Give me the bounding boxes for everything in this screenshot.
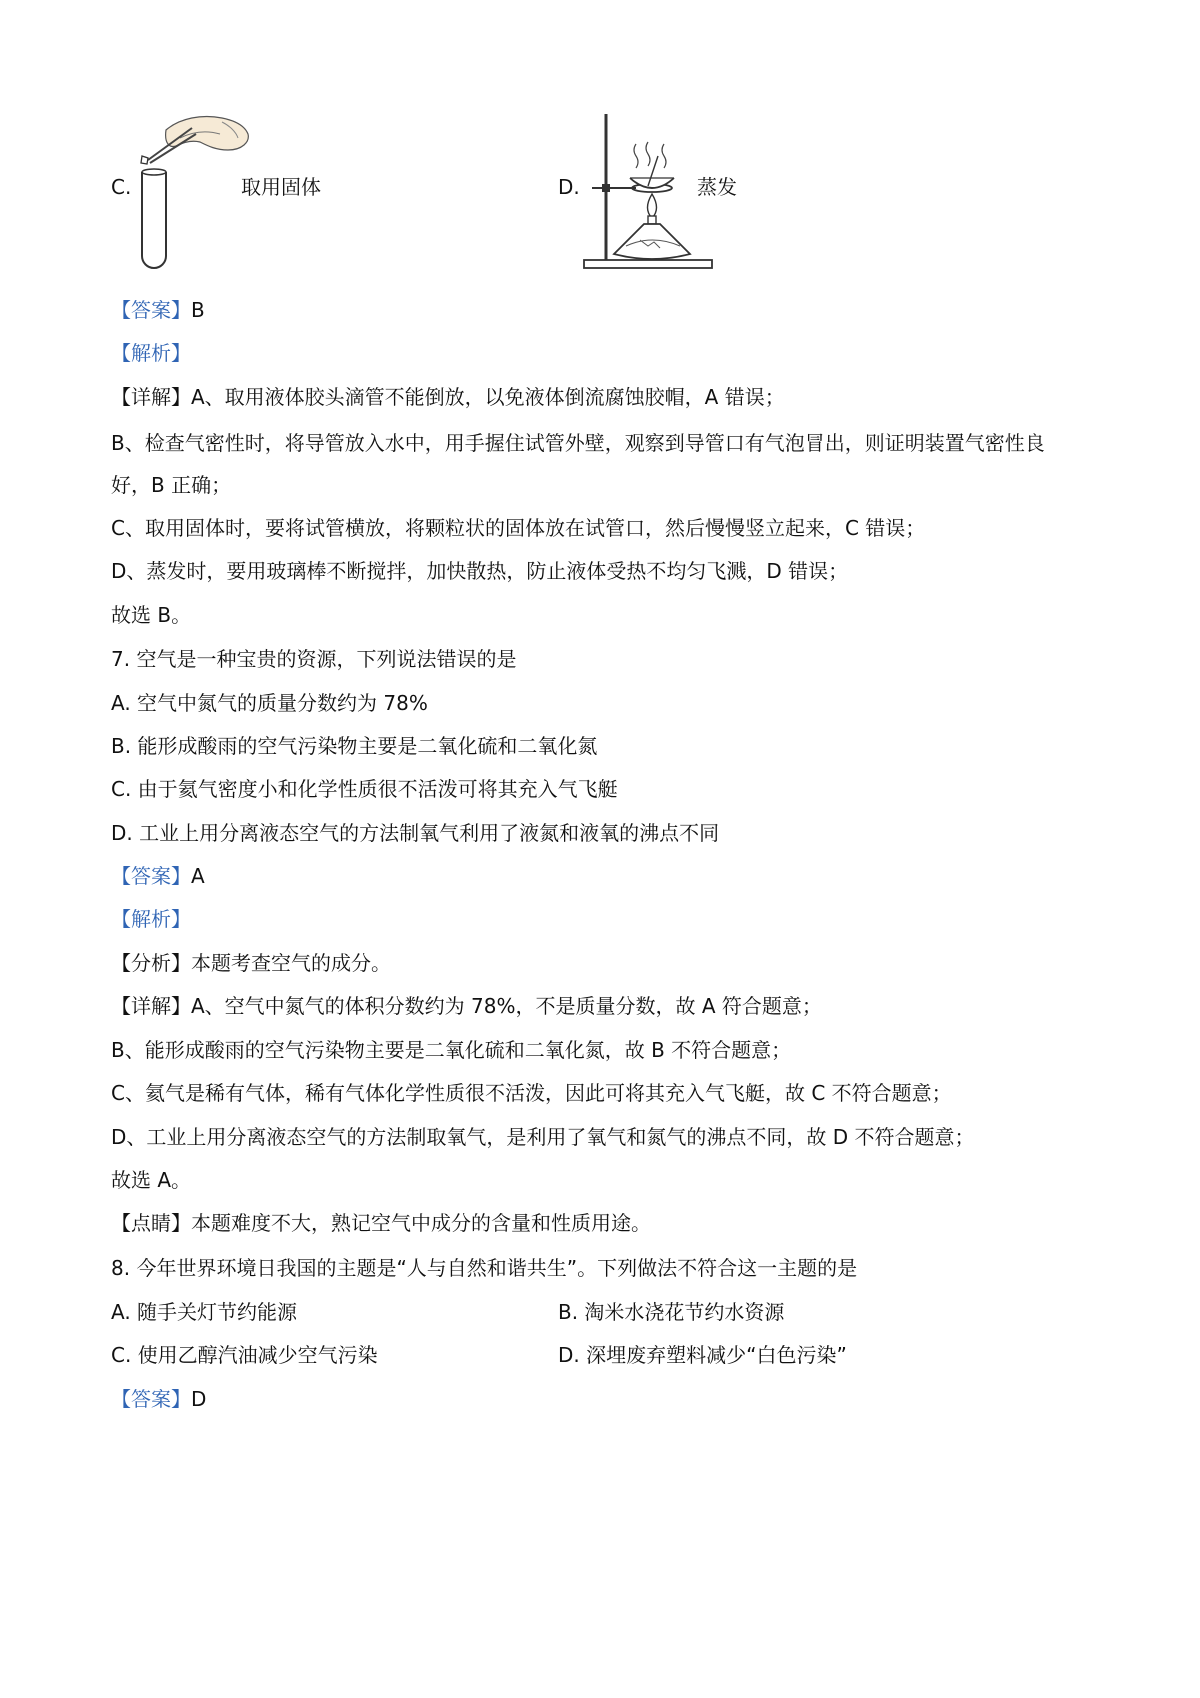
option-d: D. 工业上用分离液态空气的方法制氧气利用了液氮和液氧的沸点不同 (111, 821, 720, 845)
figure-c-caption: 取用固体 (241, 175, 321, 199)
detail-line: D、蒸发时，要用玻璃棒不断搅拌，加快散热，防止液体受热不均匀飞溅，D 错误； (111, 559, 849, 583)
detail-line: 【详解】A、空气中氮气的体积分数约为 78%，不是质量分数，故 A 符合题意； (111, 994, 822, 1018)
option-b: B. 能形成酸雨的空气污染物主要是二氧化硫和二氧化氮 (111, 734, 598, 758)
q7-answer-line (111, 861, 1101, 891)
question-8: 8. 今年世界环境日我国的主题是“人与自然和谐共生”。下列做法不符合这一主题的是 (111, 1256, 858, 1280)
detail-line: B、能形成酸雨的空气污染物主要是二氧化硫和二氧化氮，故 B 不符合题意； (111, 1038, 792, 1062)
answer-value: A (191, 864, 205, 888)
figure-c-label: C. (111, 175, 132, 199)
option-b: B. 淘米水浇花节约水资源 (558, 1300, 785, 1324)
detail-line: D、工业上用分离液态空气的方法制取氧气，是利用了氧气和氮气的沸点不同，故 D 不符合题意； (111, 1125, 975, 1149)
detail-line: 【详解】A、取用液体胶头滴管不能倒放，以免液体倒流腐蚀胶帽，A 错误； (111, 385, 785, 409)
answer-tag: 【答案】 (111, 864, 191, 888)
question-7: 7. 空气是一种宝贵的资源，下列说法错误的是 (111, 647, 517, 671)
analysis-tag: 【解析】 (111, 907, 191, 931)
answer-tag: 【答案】 (111, 1387, 191, 1411)
detail-line: 【点睛】本题难度不大，熟记空气中成分的含量和性质用途。 (111, 1211, 651, 1235)
answer-tag: 【答案】 (111, 298, 191, 322)
detail-line: 故选 B。 (111, 603, 192, 627)
analysis-tag: 【解析】 (111, 341, 191, 365)
option-c: C. 由于氦气密度小和化学性质很不活泼可将其充入气飞艇 (111, 777, 618, 801)
figure-d-label: D. (558, 175, 580, 199)
option-a: A. 随手关灯节约能源 (111, 1300, 298, 1324)
q6-answer-line (111, 295, 1101, 325)
figure-d-caption: 蒸发 (697, 175, 737, 199)
detail-line: B、检查气密性时，将导管放入水中，用手握住试管外壁，观察到导管口有气泡冒出，则证明装置气密性良 (111, 431, 1045, 455)
detail-line: C、氦气是稀有气体，稀有气体化学性质很不活泼，因此可将其充入气飞艇，故 C 不符合题意； (111, 1081, 952, 1105)
answer-value: B (191, 298, 205, 322)
option-d: D. 深埋废弃塑料减少“白色污染” (558, 1343, 847, 1367)
q8-answer-line (111, 1384, 1101, 1414)
detail-line: 好，B 正确； (111, 473, 232, 497)
answer-value: D (191, 1387, 207, 1411)
option-c: C. 使用乙醇汽油减少空气污染 (111, 1343, 378, 1367)
detail-line: 【分析】本题考查空气的成分。 (111, 951, 391, 975)
detail-line: 故选 A。 (111, 1168, 192, 1192)
option-a: A. 空气中氮气的质量分数约为 78% (111, 691, 428, 715)
detail-line: C、取用固体时，要将试管横放，将颗粒状的固体放在试管口，然后慢慢竖立起来，C 错误； (111, 516, 926, 540)
